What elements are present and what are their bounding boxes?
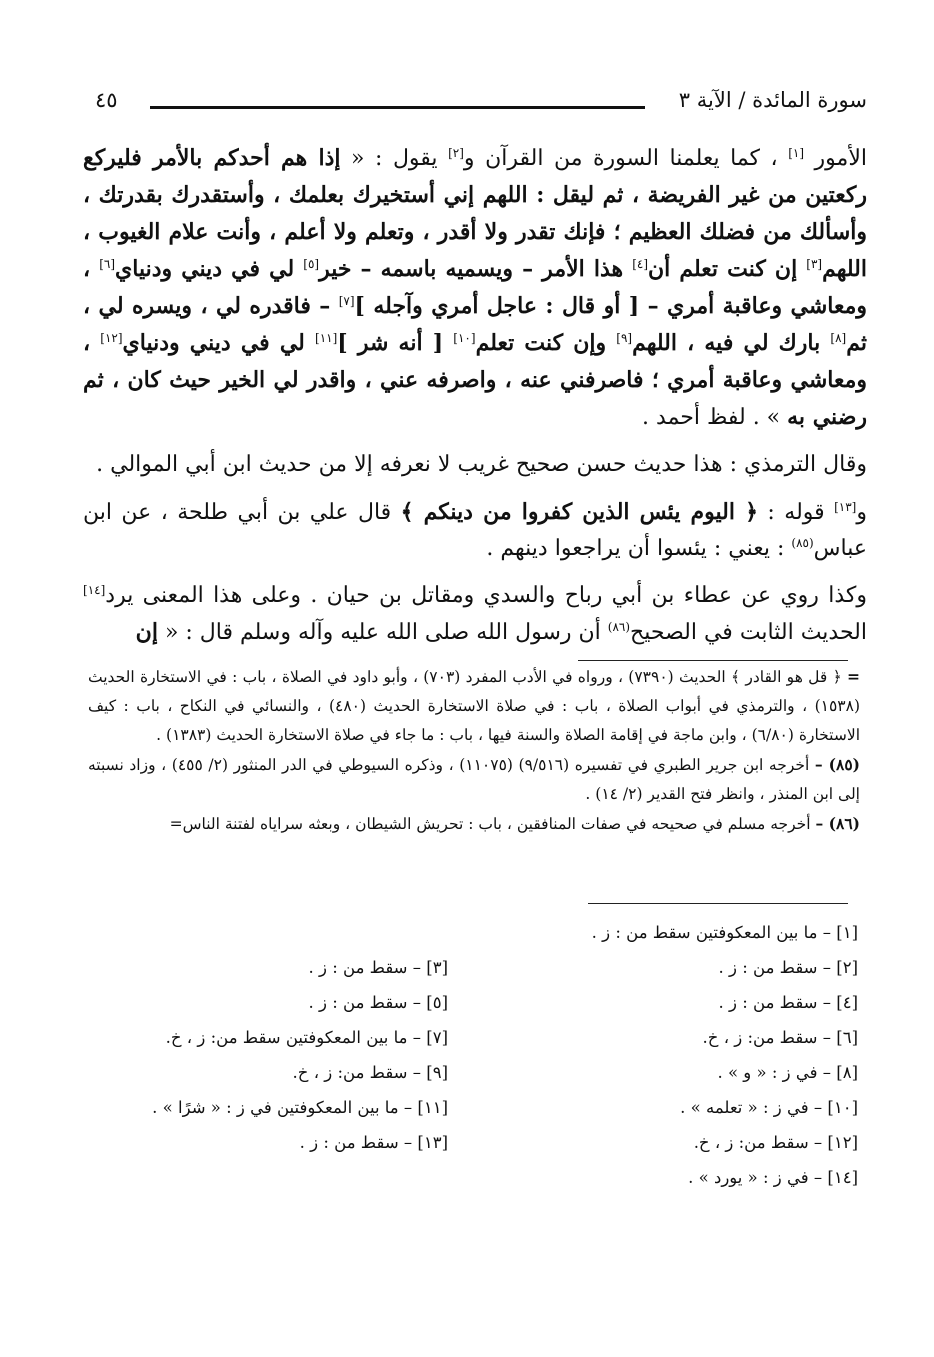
note-marker: [٤] bbox=[632, 257, 649, 271]
running-header bbox=[95, 88, 867, 120]
footnote bbox=[88, 750, 860, 809]
surah-verse-title: سورة المائدة / الآية ٣ bbox=[678, 88, 867, 112]
hadith-text: هذا الأمر – ويسميه باسمه – خير bbox=[319, 256, 633, 282]
footnote-number: (٨٦) – bbox=[815, 814, 860, 833]
variant-note: [٧] – ما بين المعكوفتين سقط من: ز ، خ. bbox=[165, 1028, 448, 1047]
note-marker: [١٠] bbox=[453, 331, 476, 345]
text-run: ، كما يعلمنا السورة من القرآن و bbox=[463, 146, 789, 171]
variant-note: [١١] – ما بين المعكوفتين في ز : « شرًا » . bbox=[152, 1098, 448, 1117]
note-marker: [٢] bbox=[448, 146, 464, 160]
note-marker: (٨٥) bbox=[791, 536, 814, 550]
text-run: » . لفظ أحمد . bbox=[642, 405, 788, 430]
hadith-text: ، ومعاشي وعاقبة أمري ؛ فاصرفني عنه ، واصرفه عني ، واقدر لي الخير حيث كان ، ثم رضني به bbox=[83, 330, 867, 430]
hadith-text: ﴿ اليوم يئس الذين كفروا من دينكم ﴾ bbox=[400, 499, 758, 525]
note-marker: [١١] bbox=[315, 331, 338, 345]
variant-note: [٤] – سقط من : ز . bbox=[718, 993, 858, 1012]
note-marker: [١] bbox=[788, 146, 805, 160]
variant-note: [١٢] – سقط من: ز ، خ. bbox=[693, 1133, 858, 1152]
hadith-text: وإن كنت تعلم bbox=[475, 330, 617, 356]
text-run: يقول : « bbox=[340, 146, 449, 171]
text-run: قوله : bbox=[757, 500, 835, 525]
body-paragraph bbox=[83, 494, 867, 567]
note-marker: [٧] bbox=[338, 294, 355, 308]
variant-note: [٨] – في ز : « و » . bbox=[717, 1063, 858, 1082]
text-run: قال علي بن أبي طلحة ، عن ابن عباس bbox=[83, 500, 867, 561]
variant-note: [١٠] – في ز : « تعلمه » . bbox=[680, 1098, 858, 1117]
footnotes bbox=[88, 662, 860, 839]
footnote-number: = bbox=[847, 667, 861, 686]
text-run: أن رسول الله صلى الله عليه وآله وسلم قال : « bbox=[157, 620, 608, 645]
header-rule bbox=[150, 106, 645, 109]
hadith-text: إن كنت تعلم أن bbox=[648, 256, 807, 282]
note-marker: [٩] bbox=[616, 331, 633, 345]
text-run: وكذا روي عن عطاء بن أبي رباح والسدي ومقاتل بن حيان . وعلى هذا المعنى يرد bbox=[105, 583, 867, 608]
note-marker: [٦] bbox=[99, 257, 116, 271]
page-number: ٤٥ bbox=[95, 88, 118, 112]
hadith-text: إن bbox=[135, 619, 158, 645]
manuscript-variants bbox=[100, 915, 858, 1195]
text-run: الأمور bbox=[804, 146, 867, 171]
hadith-text: – فاقدره لي ، ويسره لي ، ثم bbox=[83, 293, 867, 356]
footnote-separator bbox=[578, 660, 848, 661]
footnote bbox=[88, 809, 860, 839]
text-run: و bbox=[856, 500, 867, 525]
text-run: : يعني : يئسوا أن يراجعوا دينهم . bbox=[486, 536, 792, 561]
variant-note: [١] – ما بين المعكوفتين سقط من : ز . bbox=[591, 923, 858, 942]
hadith-text: [ أنه شر ] bbox=[337, 330, 454, 356]
variant-note: [٣] – سقط من : ز . bbox=[308, 958, 448, 977]
text-run: الحديث الثابت في الصحيح bbox=[630, 620, 867, 645]
note-marker: [١٤] bbox=[83, 583, 106, 597]
variants-left-column bbox=[100, 950, 448, 1160]
note-marker: (٨٦) bbox=[607, 620, 631, 634]
footnote-text: ﴿ قل هو القادر ﴾ الحديث (٧٣٩٠) ، ورواه في الأدب المفرد (٧٠٣) ، وأبو داود في الصلاة ، باب : في الاستخارة الحديث (١٥٣٨) ، والترمذي في أبواب الصلاة ، باب : في صلاة الاستخارة الحديث (٤٨٠) ، والنسائي في النكاح ، باب : كيف الاستخارة (٦/٨٠) ، وابن ماجة في إقامة الصلاة والسنة فيها ، باب : ما جاء في صلاة الاستخارة الحديث (١٣٨٣) . bbox=[88, 668, 861, 744]
variant-note: [٥] – سقط من : ز . bbox=[308, 993, 448, 1012]
body-paragraph bbox=[83, 447, 867, 483]
variant-note: [٢] – سقط من : ز . bbox=[718, 958, 858, 977]
variants-separator bbox=[588, 903, 848, 904]
note-marker: [٨] bbox=[830, 331, 847, 345]
hadith-text: ، ومعاشي وعاقبة أمري – [ أو قال : عاجل أمري وآجله ] bbox=[83, 256, 867, 319]
body-paragraph bbox=[83, 140, 867, 436]
footnote-text: أخرجه مسلم في صحيحه في صفات المنافقين ، باب : تحريش الشيطان ، وبعثه سراياه لفتنة الناس= bbox=[169, 815, 816, 833]
text-run: وقال الترمذي : هذا حديث حسن صحيح غريب لا نعرفه إلا من حديث ابن أبي الموالي . bbox=[96, 452, 867, 477]
footnote bbox=[88, 662, 860, 750]
hadith-text: إذا هم أحدكم بالأمر فليركع ركعتين من غير الفريضة ، ثم ليقل : اللهم إني أستخيرك بعلمك ، وأستقدرك بقدرتك ، وأسألك من فضلك العظيم ؛ فإنك تقدر ولا أقدر ، وتعلم ولا أعلم ، وأنت علام الغيوب ، اللهم bbox=[83, 145, 867, 282]
note-marker: [١٢] bbox=[100, 331, 123, 345]
variant-note: [٦] – سقط من: ز ، خ. bbox=[702, 1028, 858, 1047]
hadith-text: بارك لي فيه ، اللهم bbox=[632, 330, 831, 356]
hadith-text: لي في ديني ودنياي bbox=[122, 330, 316, 356]
hadith-text: لي في ديني ودنياي bbox=[115, 256, 304, 282]
variant-note: [١٣] – سقط من : ز . bbox=[299, 1133, 448, 1152]
variant-note: [٩] – سقط من: ز ، خ. bbox=[292, 1063, 448, 1082]
note-marker: [٥] bbox=[303, 257, 320, 271]
footnote-number: (٨٥) – bbox=[814, 755, 861, 774]
body-paragraph bbox=[83, 578, 867, 651]
variants-right-column bbox=[478, 915, 858, 1195]
variant-note: [١٤] – في ز : « يورد » . bbox=[688, 1168, 858, 1187]
footnote-text: أخرجه ابن جرير الطبري في تفسيره (٩/٥١٦) (١١٠٧٥) ، وذكره السيوطي في الدر المنثور (٢/ ٤٥٥) ، وزاد نسبته إلى ابن المنذر ، وانظر فتح القدير (٢/ ١٤) . bbox=[88, 756, 860, 803]
main-text bbox=[83, 140, 867, 651]
note-marker: [٣] bbox=[806, 257, 823, 271]
note-marker: [١٣] bbox=[834, 500, 857, 514]
